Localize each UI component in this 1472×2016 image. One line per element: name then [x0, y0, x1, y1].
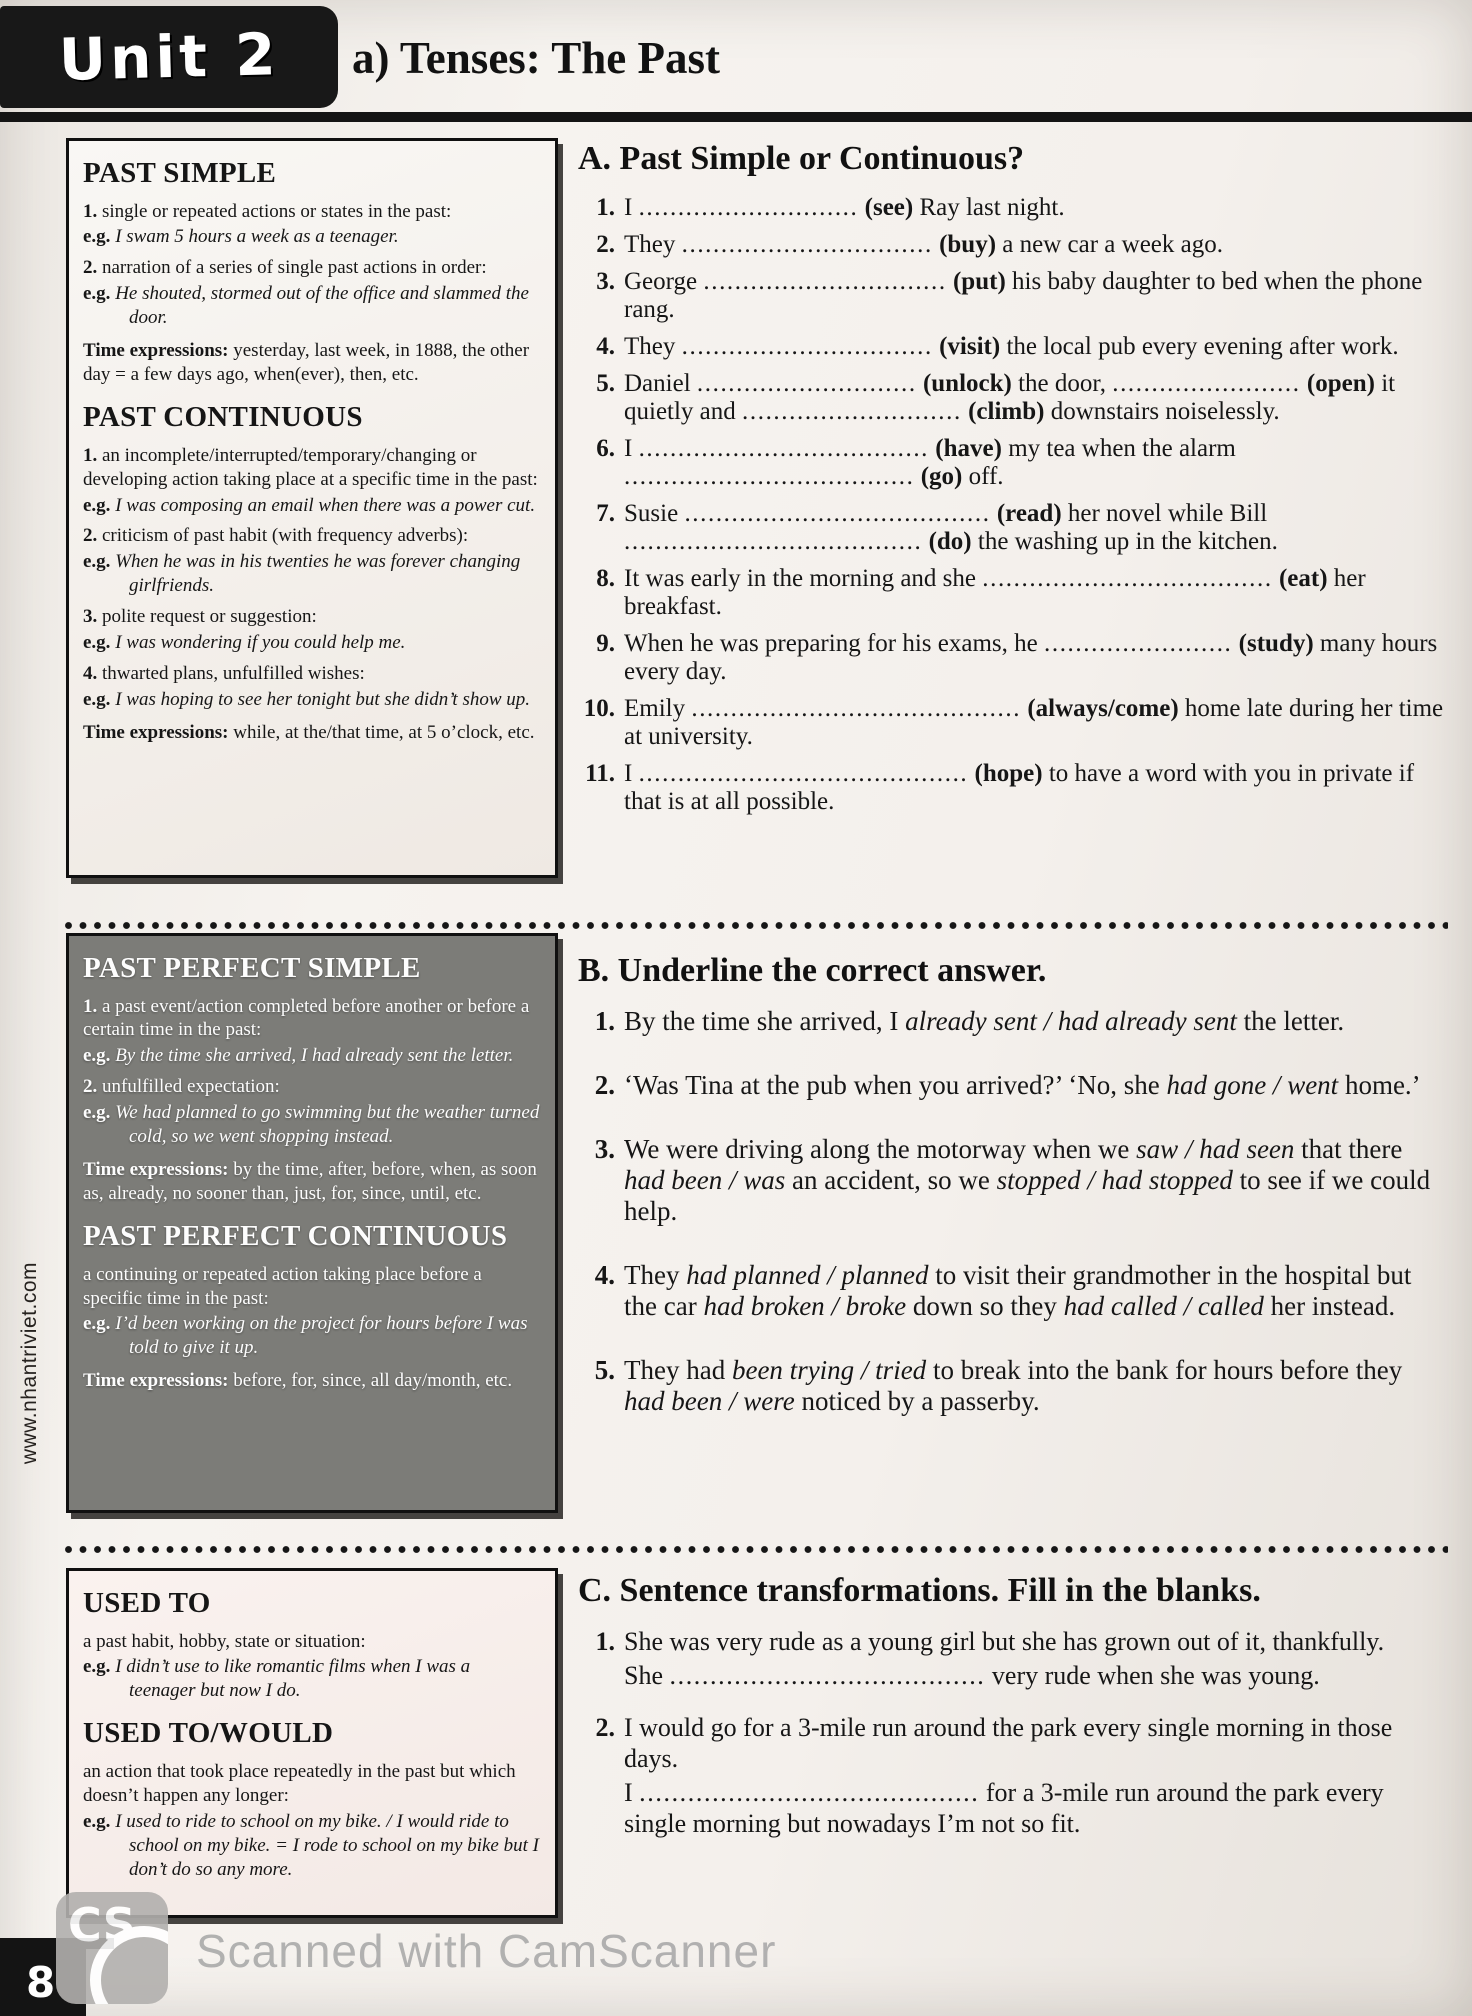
time-expressions-label: Time expressions: [83, 1159, 234, 1181]
text-segment: I would go for a 3-mile run around the park every single morning in those days. [624, 1713, 1393, 1773]
camscanner-logo-icon [56, 1892, 168, 2004]
answer-blank: ................................ [681, 231, 933, 258]
exercise-item [578, 1070, 1444, 1101]
answer-blank: .......................................... [639, 1778, 980, 1807]
item-number: 1. [595, 1627, 615, 1656]
exercise-item [578, 435, 1444, 491]
dotted-separator [64, 1545, 1448, 1554]
grammar-heading: PAST PERFECT CONTINUOUS [83, 1220, 508, 1253]
choice-options: already sent / had already sent [905, 1006, 1237, 1036]
text-segment: downstairs noiselessly. [1044, 398, 1280, 425]
answer-blank: ............................ [638, 194, 859, 221]
text-segment: a new car a week ago. [996, 231, 1223, 258]
rule-text: an incomplete/interrupted/temporary/changing or developing action taking place at a specific time in the past: [83, 444, 538, 490]
item-text [624, 194, 1444, 222]
item-number: 2. [594, 1070, 615, 1100]
answer-blank: ........................ [1112, 370, 1301, 397]
item-text [624, 760, 1444, 816]
exercise-item [578, 630, 1444, 686]
grammar-rule [83, 200, 541, 224]
rule-text: while, at the/that time, at 5 o’clock, etc. [233, 722, 535, 743]
verb-hint: (read) [996, 500, 1062, 527]
unit-banner [0, 6, 338, 108]
grammar-rule [83, 605, 541, 629]
text-segment: to visit their grandmother in the hospital but the car [624, 1260, 1412, 1321]
exercise-line [624, 1006, 1444, 1037]
text-segment: Emily [624, 695, 692, 722]
item-text [624, 1070, 1444, 1101]
rule-text: yesterday, last week, in 1888, the other day = a few days ago, when(ever), then, etc. [83, 340, 530, 386]
text-segment: an accident, so we [785, 1165, 997, 1195]
rule-text: unfulfilled expectation: [102, 1076, 280, 1098]
answer-blank: ................................ [681, 333, 933, 360]
item-number: 4. [594, 1260, 615, 1290]
grammar-rule [83, 1263, 541, 1311]
text-segment: the local pub every evening after work. [1000, 333, 1399, 360]
text-segment: home late during her time at university. [624, 695, 1444, 750]
grammar-example [83, 494, 541, 518]
verb-hint: (study) [1238, 630, 1314, 657]
item-number: 5. [596, 370, 615, 397]
exercise-c [578, 1572, 1444, 1842]
text-segment: down so they [906, 1291, 1064, 1321]
item-number: 6. [596, 435, 615, 462]
grammar-example [83, 1044, 541, 1068]
item-text [624, 268, 1444, 324]
exercise-item [578, 565, 1444, 621]
rule-number: 2. [83, 1076, 102, 1098]
text-segment: By the time she arrived, I [624, 1006, 906, 1036]
text-segment: her instead. [1263, 1291, 1396, 1321]
verb-hint: (eat) [1278, 565, 1328, 592]
exercise-line [624, 1355, 1444, 1417]
exercise-b-title: B. Underline the correct answer. [578, 952, 1047, 989]
item-number: 5. [594, 1355, 615, 1385]
example-label: e.g. [83, 494, 116, 516]
text-segment: that there [1294, 1134, 1403, 1164]
exercise-item [578, 1134, 1444, 1227]
rule-number: 3. [83, 606, 102, 628]
answer-blank: ....................................... [684, 500, 991, 527]
rule-number: 2. [83, 525, 102, 547]
verb-hint: (buy) [939, 231, 997, 258]
camscanner-logo-text: CS [68, 1898, 136, 1952]
item-text [624, 435, 1444, 491]
example-text: We had planned to go swimming but the weather turned cold, so we went shopping instead. [115, 1102, 540, 1148]
item-number: 3. [596, 268, 615, 295]
example-label: e.g. [83, 1045, 116, 1067]
exercise-item [578, 268, 1444, 324]
exercise-line [624, 1712, 1444, 1774]
exercise-line [624, 630, 1444, 686]
rule-number: 1. [83, 200, 102, 222]
answer-blank: ..................................... [638, 435, 930, 462]
publisher-url: www.nhantriviet.com [18, 1262, 41, 1465]
example-label: e.g. [83, 1313, 116, 1335]
exercise-line [624, 268, 1444, 324]
item-number: 7. [596, 500, 615, 527]
rule-text: by the time, after, before, when, as soon as, already, no sooner than, just, for, since, until, etc. [83, 1159, 537, 1205]
exercise-c-title: C. Sentence transformations. Fill in the blanks. [578, 1572, 1261, 1609]
exercise-item [578, 1355, 1444, 1417]
exercise-line [624, 333, 1444, 361]
grammar-example [83, 1810, 541, 1882]
text-segment: She [624, 1661, 670, 1690]
verb-hint: (go) [920, 463, 963, 490]
scan-watermark: Scanned with CamScanner [196, 1925, 777, 1977]
rule-text: criticism of past habit (with frequency adverbs): [102, 525, 469, 547]
text-segment: I [624, 194, 639, 221]
grammar-rule [83, 444, 541, 492]
item-text [624, 1134, 1444, 1227]
exercise-line [624, 1070, 1444, 1101]
rule-text: a past habit, hobby, state or situation: [83, 1630, 366, 1652]
grammar-rule [83, 1630, 541, 1654]
text-segment: her novel while Bill [1061, 500, 1268, 527]
example-label: e.g. [83, 551, 116, 573]
item-number: 11. [585, 760, 615, 787]
exercise-a-title: A. Past Simple or Continuous? [578, 140, 1025, 177]
choice-options: had broken / broke [703, 1291, 907, 1321]
time-expressions-label: Time expressions: [83, 340, 234, 362]
grammar-example [83, 688, 541, 712]
exercise-line [624, 1660, 1444, 1691]
choice-options: had been / was [624, 1165, 786, 1195]
verb-hint: (visit) [939, 333, 1001, 360]
example-text: By the time she arrived, I had already sent the letter. [115, 1045, 514, 1067]
text-segment: my tea when the alarm [1001, 435, 1236, 462]
rule-text: a past event/action completed before another or before a certain time in the past: [83, 995, 530, 1041]
exercise-line [624, 695, 1444, 751]
exercise-item [578, 1626, 1444, 1694]
grammar-box-past-perfect [66, 933, 558, 1513]
rule-number: 1. [83, 444, 102, 466]
exercise-item [578, 695, 1444, 751]
item-text [624, 1626, 1444, 1694]
verb-hint: (open) [1306, 370, 1375, 397]
item-text [624, 695, 1444, 751]
answer-blank: ..................................... [982, 565, 1273, 592]
example-label: e.g. [83, 283, 116, 305]
choice-options: saw / had seen [1136, 1134, 1295, 1164]
grammar-example [83, 1101, 541, 1149]
text-segment: to break into the bank for hours before they [926, 1355, 1403, 1385]
grammar-rule [83, 1760, 541, 1808]
exercise-line [624, 435, 1444, 491]
item-number: 3. [594, 1134, 615, 1164]
example-text: I’d been working on the project for hours before I was told to give it up. [115, 1313, 528, 1359]
grammar-time [83, 721, 541, 745]
exercise-line [624, 565, 1444, 621]
verb-hint: (see) [864, 194, 914, 221]
text-segment: They had [624, 1355, 732, 1385]
rule-text: polite request or suggestion: [102, 606, 317, 628]
page-title: a) Tenses: The Past [352, 33, 720, 83]
grammar-example [83, 631, 541, 655]
item-text [624, 1260, 1444, 1322]
answer-blank: ............................ [742, 398, 962, 425]
answer-blank: ........................ [1044, 630, 1233, 657]
text-segment: many hours every day. [624, 630, 1438, 685]
text-segment: I [624, 435, 639, 462]
answer-blank: ....................................... [669, 1661, 986, 1690]
exercise-a [578, 140, 1444, 816]
item-text [624, 1355, 1444, 1417]
text-segment: Susie [624, 500, 685, 527]
text-segment: home.’ [1338, 1070, 1421, 1100]
exercise-item [578, 194, 1444, 222]
text-segment: off. [962, 463, 1004, 490]
grammar-box-past-simple-continuous [66, 138, 558, 878]
text-segment: We were driving along the motorway when we [624, 1134, 1137, 1164]
rule-number: 4. [83, 663, 102, 685]
text-segment: It was early in the morning and she [624, 565, 983, 592]
example-label: e.g. [83, 689, 116, 711]
item-text [624, 565, 1444, 621]
rule-text: thwarted plans, unfulfilled wishes: [102, 663, 365, 685]
grammar-example [83, 225, 541, 249]
item-number: 1. [594, 1006, 615, 1036]
rule-number: 1. [83, 995, 102, 1017]
example-text: When he was in his twenties he was forever changing girlfriends. [115, 551, 521, 597]
rule-text: narration of a series of single past actions in order: [102, 257, 487, 279]
item-number: 8. [596, 565, 615, 592]
choice-options: had gone / went [1166, 1070, 1339, 1100]
text-segment: noticed by a passerby. [794, 1386, 1040, 1416]
grammar-example [83, 550, 541, 598]
verb-hint: (have) [935, 435, 1002, 462]
choice-options: stopped / had stopped [996, 1165, 1233, 1195]
text-segment: Ray last night. [913, 194, 1065, 221]
grammar-heading: PAST CONTINUOUS [83, 401, 363, 434]
time-expressions-label: Time expressions: [83, 1370, 234, 1392]
page-number: 8 [26, 1958, 56, 2007]
grammar-rule [83, 524, 541, 548]
choice-options: had called / called [1063, 1291, 1264, 1321]
grammar-heading: PAST SIMPLE [83, 157, 277, 189]
rule-text: before, for, since, all day/month, etc. [233, 1370, 513, 1392]
example-label: e.g. [83, 226, 116, 248]
text-segment: the door, [1011, 370, 1113, 397]
example-text: I was composing an email when there was a power cut. [115, 494, 536, 516]
grammar-rule [83, 995, 541, 1043]
verb-hint: (hope) [974, 760, 1043, 787]
example-text: I was wondering if you could help me. [115, 632, 406, 654]
text-segment: to see if we could help. [624, 1165, 1431, 1226]
item-number: 1. [596, 194, 615, 221]
text-segment: They [624, 333, 682, 360]
verb-hint: (unlock) [922, 370, 1012, 397]
text-segment: When he was preparing for his exams, he [624, 630, 1044, 657]
exercise-b [578, 952, 1444, 1417]
dotted-separator [64, 921, 1448, 930]
item-text [624, 500, 1444, 556]
exercise-line [624, 500, 1444, 556]
grammar-heading: USED TO/WOULD [83, 1717, 334, 1750]
item-text [624, 231, 1444, 259]
item-number: 2. [595, 1713, 615, 1742]
text-segment: to have a word with you in private if that is at all possible. [624, 760, 1415, 815]
exercise-line [624, 1260, 1444, 1322]
verb-hint: (put) [952, 268, 1006, 295]
example-text: I didn’t use to like romantic films when I was a teenager but now I do. [115, 1656, 471, 1702]
exercise-line [624, 1626, 1444, 1657]
item-text [624, 333, 1444, 361]
exercise-line [624, 231, 1444, 259]
item-number: 9. [596, 630, 615, 657]
text-segment: I [624, 1778, 640, 1807]
exercise-line [624, 194, 1444, 222]
grammar-rule [83, 662, 541, 686]
text-segment: George [624, 268, 704, 295]
verb-hint: (always/come) [1027, 695, 1179, 722]
choice-options: been trying / tried [731, 1355, 927, 1385]
text-segment: Daniel [624, 370, 697, 397]
grammar-time [83, 1369, 541, 1393]
exercise-item [578, 760, 1444, 816]
answer-blank: ..................................... [624, 463, 915, 490]
example-label: e.g. [83, 1102, 116, 1124]
text-segment: She was very rude as a young girl but she has grown out of it, thankfully. [624, 1627, 1385, 1656]
answer-blank: ............................... [703, 268, 947, 295]
text-segment: ‘Was Tina at the pub when you arrived?’ ‘No, she [624, 1070, 1167, 1100]
grammar-heading: PAST PERFECT SIMPLE [83, 952, 421, 984]
item-text [624, 1006, 1444, 1037]
exercise-a-items [578, 194, 1444, 816]
exercise-item [578, 333, 1444, 361]
answer-blank: ...................................... [624, 528, 923, 555]
grammar-rule [83, 1075, 541, 1099]
grammar-example [83, 1312, 541, 1360]
unit-label: Unit 2 [57, 20, 281, 94]
item-text [624, 370, 1444, 426]
exercise-line [624, 370, 1444, 426]
grammar-heading: USED TO [83, 1587, 211, 1619]
text-segment: They [624, 231, 682, 258]
example-label: e.g. [83, 1656, 116, 1678]
text-segment: very rude when she was young. [985, 1661, 1320, 1690]
answer-blank: .......................................... [638, 760, 969, 787]
exercise-b-items [578, 1006, 1444, 1417]
grammar-time [83, 339, 541, 387]
text-segment: her breakfast. [624, 565, 1366, 620]
example-text: I used to ride to school on my bike. / I would ride to school on my bike. = I rode to school on my bike but I don’t do so any more. [115, 1810, 539, 1880]
exercise-item [578, 500, 1444, 556]
text-segment: the letter. [1236, 1006, 1345, 1036]
choice-options: had been / were [624, 1386, 795, 1416]
exercise-c-items [578, 1626, 1444, 1842]
choice-options: had planned / planned [686, 1260, 929, 1290]
example-text: He shouted, stormed out of the office and slammed the door. [115, 283, 529, 329]
exercise-item [578, 370, 1444, 426]
grammar-example [83, 282, 541, 330]
grammar-example [83, 1655, 541, 1703]
rule-text: a continuing or repeated action taking place before a specific time in the past: [83, 1263, 482, 1309]
item-text [624, 630, 1444, 686]
item-text [624, 1712, 1444, 1842]
text-segment: They [624, 1260, 687, 1290]
time-expressions-label: Time expressions: [83, 722, 234, 743]
item-number: 10. [583, 695, 615, 722]
item-number: 2. [596, 231, 615, 258]
exercise-item [578, 1260, 1444, 1322]
text-segment: the washing up in the kitchen. [971, 528, 1278, 555]
text-segment: I [624, 760, 639, 787]
header-divider [0, 112, 1472, 122]
rule-text: single or repeated actions or states in the past: [102, 200, 452, 222]
exercise-line [624, 760, 1444, 816]
example-text: I was hoping to see her tonight but she didn’t show up. [115, 689, 531, 711]
exercise-item [578, 231, 1444, 259]
example-label: e.g. [83, 632, 116, 654]
grammar-time [83, 1158, 541, 1206]
verb-hint: (climb) [968, 398, 1045, 425]
rule-text: an action that took place repeatedly in the past but which doesn’t happen any longer: [83, 1760, 516, 1806]
rule-number: 2. [83, 257, 102, 279]
text-segment: for a 3-mile run around the park every single morning but nowadays I’m not so fit. [624, 1778, 1384, 1838]
example-label: e.g. [83, 1810, 116, 1832]
exercise-item [578, 1712, 1444, 1842]
answer-blank: ............................ [696, 370, 917, 397]
grammar-box-used-to [66, 1568, 558, 1918]
verb-hint: (do) [928, 528, 972, 555]
example-text: I swam 5 hours a week as a teenager. [115, 226, 399, 248]
exercise-line [624, 1134, 1444, 1227]
exercise-line [624, 1777, 1444, 1839]
answer-blank: .......................................... [691, 695, 1022, 722]
text-segment: his baby daughter to bed when the phone rang. [624, 268, 1423, 323]
grammar-rule [83, 256, 541, 280]
item-number: 4. [596, 333, 615, 360]
text-segment: it quietly and [624, 370, 1396, 425]
exercise-item [578, 1006, 1444, 1037]
